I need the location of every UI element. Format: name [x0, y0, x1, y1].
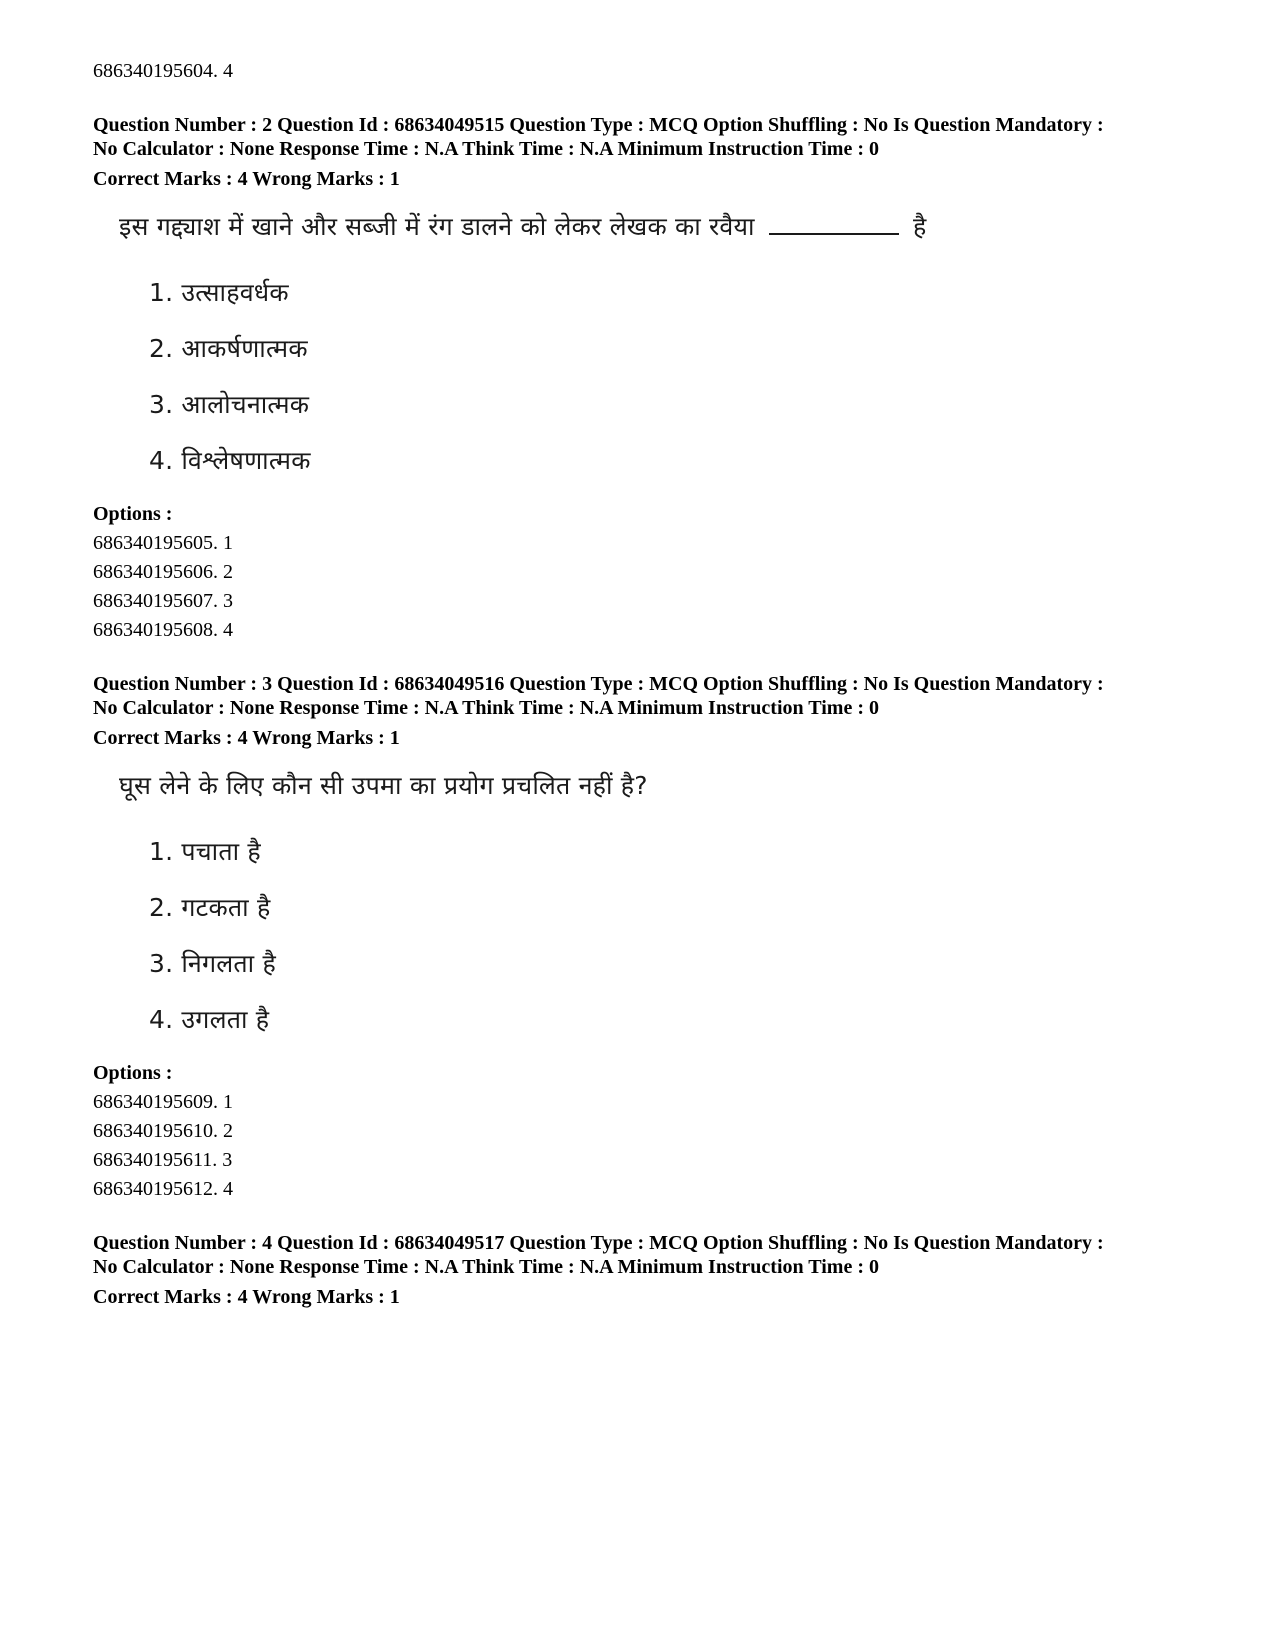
options-label: Options :: [93, 503, 173, 525]
document-page: [93, 0, 1193, 1312]
question-stem-text: इस गद्द्याश में खाने और सब्जी में रंग डालने को लेकर लेखक का रवैया: [119, 212, 755, 241]
answer-choice-4: 4. विश्लेषणात्मक: [149, 446, 311, 475]
question-image: [119, 769, 1193, 1037]
question-meta-line-2: No Calculator : None Response Time : N.A Think Time : N.A Minimum Instruction Time : 0: [93, 138, 879, 160]
question-image: [119, 210, 1193, 478]
question-stem-text: घूस लेने के लिए कौन सी उपमा का प्रयोग प्रचलित नहीं है?: [119, 771, 648, 800]
question-stem: [119, 769, 1193, 813]
option-id-4: 686340195608. 4: [93, 619, 233, 641]
question-meta-line-1: Question Number : 3 Question Id : 68634049516 Question Type : MCQ Option Shuffling : No Is Question Mandatory :: [93, 673, 1104, 695]
question-marks: Correct Marks : 4 Wrong Marks : 1: [93, 168, 400, 190]
question-4: [93, 1231, 1193, 1312]
answer-choice-2: 2. गटकता है: [149, 893, 271, 922]
question-3: [93, 672, 1193, 1204]
answer-choice-2: 2. आकर्षणात्मक: [149, 334, 308, 363]
question-meta-line-1: Question Number : 2 Question Id : 68634049515 Question Type : MCQ Option Shuffling : No Is Question Mandatory :: [93, 114, 1104, 136]
question-meta-line-2: No Calculator : None Response Time : N.A Think Time : N.A Minimum Instruction Time : 0: [93, 1256, 879, 1278]
option-id-2: 686340195606. 2: [93, 561, 233, 583]
answer-choice-3: 3. निगलता है: [149, 949, 276, 978]
question-stem-suffix: है: [913, 212, 927, 241]
question-meta-line-2: No Calculator : None Response Time : N.A Think Time : N.A Minimum Instruction Time : 0: [93, 697, 879, 719]
question-marks: Correct Marks : 4 Wrong Marks : 1: [93, 1286, 400, 1308]
option-id-2: 686340195610. 2: [93, 1120, 233, 1142]
question-stem: [119, 210, 1193, 254]
question-2: [93, 113, 1193, 645]
answer-choice-1: 1. पचाता है: [149, 837, 261, 866]
option-id-4: 686340195612. 4: [93, 1178, 233, 1200]
question-marks: Correct Marks : 4 Wrong Marks : 1: [93, 727, 400, 749]
previous-question-option: 686340195604. 4: [93, 60, 233, 82]
answer-choice-3: 3. आलोचनात्मक: [149, 390, 310, 419]
option-id-3: 686340195607. 3: [93, 590, 233, 612]
option-id-1: 686340195609. 1: [93, 1091, 233, 1113]
option-id-1: 686340195605. 1: [93, 532, 233, 554]
answer-choice-4: 4. उगलता है: [149, 1005, 270, 1034]
question-meta-line-1: Question Number : 4 Question Id : 68634049517 Question Type : MCQ Option Shuffling : No Is Question Mandatory :: [93, 1232, 1104, 1254]
fill-in-blank: [769, 211, 899, 235]
answer-choice-1: 1. उत्साहवर्धक: [149, 278, 289, 307]
option-id-3: 686340195611. 3: [93, 1149, 233, 1171]
options-label: Options :: [93, 1062, 173, 1084]
